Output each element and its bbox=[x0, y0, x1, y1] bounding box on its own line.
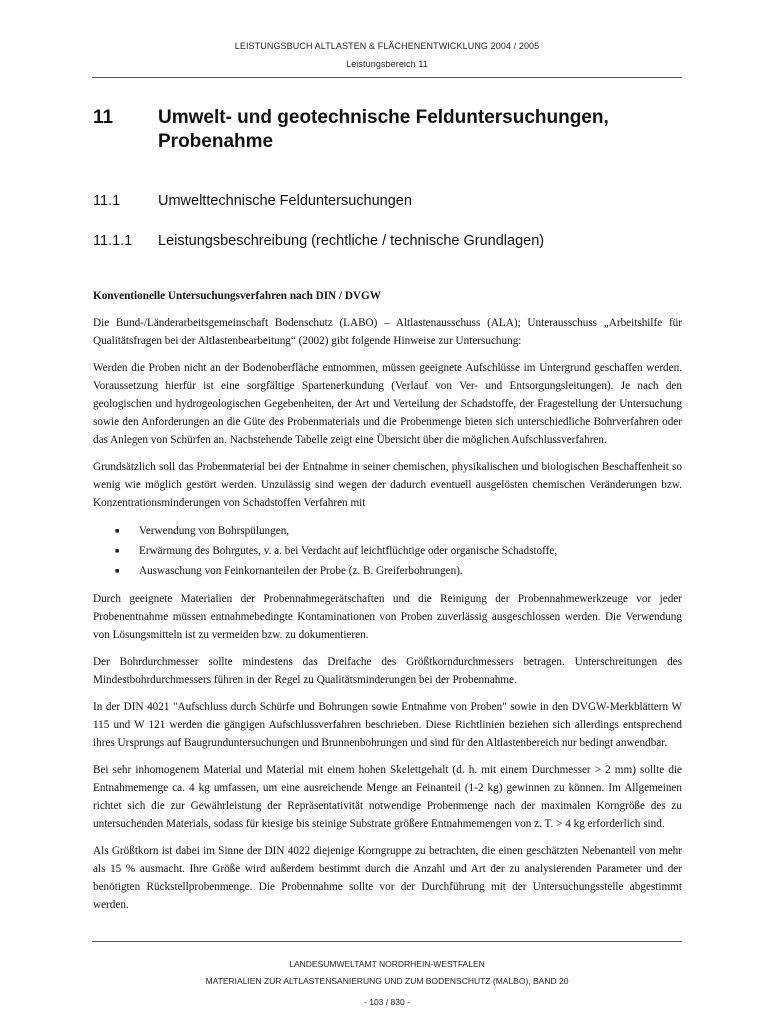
bullet-icon: ■ bbox=[115, 567, 120, 575]
footer-series: MATERIALIEN ZUR ALTLASTENSANIERUNG UND ZUM BODENSCHUTZ (MALBO), BAND 20 bbox=[205, 976, 569, 986]
list-item-text: Auswaschung von Feinkornanteilen der Probe (z. B. Greiferbohrungen). bbox=[139, 565, 463, 577]
list-item-text: Verwendung von Bohrspülungen, bbox=[139, 525, 290, 537]
footer-publisher: LANDESUMWELTAMT NORDRHEIN-WESTFALEN bbox=[289, 959, 485, 969]
list-item bbox=[93, 561, 682, 581]
list-item bbox=[93, 521, 682, 541]
body-text bbox=[93, 287, 682, 923]
subsection-number: 11.1.1 bbox=[93, 233, 133, 249]
paragraph-5: Der Bohrdurchmesser sollte mindestens das Dreifache des Größtkorndurchmessers betragen. Unterschreitungen des Mindestbohrdurchmessers führen in der Regel zu Qualitätsminderungen bei der Probennahme. bbox=[93, 656, 682, 686]
running-header-title: LEISTUNGSBUCH ALTLASTEN & FLÄCHENENTWICKLUNG 2004 / 2005 bbox=[234, 41, 540, 51]
chapter-title: Umwelt- und geotechnische Felduntersuchungen, Probenahme bbox=[158, 107, 609, 152]
section-title: Umwelttechnische Felduntersuchungen bbox=[158, 193, 412, 209]
running-header-section: Leistungsbereich 11 bbox=[346, 59, 428, 69]
bullet-icon: ■ bbox=[115, 547, 120, 555]
paragraph-8: Als Größtkorn ist dabei im Sinne der DIN 4022 diejenige Korngruppe zu betrachten, die einen geschätzten Nebenanteil von mehr als 15 % ausmacht. Ihre Größe wird außerdem bestimmt durch die Anzahl und Art der zu analysierenden Parameter und der benötigten Rückstellprobenmenge. Die Probennahme sollte vor der Durchführung mit der Untersuchungsstelle abgestimmt werden. bbox=[93, 845, 682, 911]
header-divider bbox=[92, 77, 682, 78]
bullet-icon: ■ bbox=[115, 527, 120, 535]
paragraph-4: Durch geeignete Materialien der Probennahmegerätschaften und die Reinigung der Probennahmewerkzeuge vor jeder Probenentnahme müssen entnahmebedingte Kontaminationen von Proben zuverlässig ausgeschlossen werden. Die Verwendung von Lösungsmitteln ist zu vermeiden bzw. zu dokumentieren. bbox=[93, 593, 682, 641]
paragraph-2: Werden die Proben nicht an der Bodenoberfläche entnommen, müssen geeignete Aufschlüsse im Untergrund geschaffen werden. Voraussetzung hierfür ist eine sorgfältige Spartenerkundung (Verlauf von Ver- und Entsorgungsleitungen). Je nach den geologischen und hydrogeologischen Gegebenheiten, der Art und Verteilung der Schadstoffe, der Fragestellung der Untersuchung sowie den Anforderungen an die Güte des Probenmaterials und die Probenmenge bieten sich unterschiedliche Bohrverfahren oder das Anlegen von Schürfen an. Nachstehende Tabelle zeigt eine Übersicht über die möglichen Aufschlussverfahren. bbox=[93, 362, 682, 446]
paragraph-7: Bei sehr inhomogenem Material und Material mit einem hohen Skelettgehalt (d. h. mit einem Durchmesser > 2 mm) sollte die Entnahmemenge ca. 4 kg umfassen, um eine ausreichende Menge an Feinanteil (1-2 kg) gewinnen zu können. Im Allgemeinen richtet sich die zur Gewährleistung der Repräsentativität notwendige Probenmenge nach der maximalen Korngröße des zu untersuchenden Materials, sodass für kiesige bis steinige Substrate größere Entnahmemengen von z. T. > 4 kg erforderlich sind. bbox=[93, 764, 682, 830]
paragraph-3: Grundsätzlich soll das Probenmaterial bei der Entnahme in seiner chemischen, physikalischen und biologischen Beschaffenheit so wenig wie möglich gestört werden. Unzulässig sind wegen der dadurch eventuell ausgelösten chemischen Veränderungen bzw. Konzentrationsminderungen von Schadstoffen Verfahren mit bbox=[93, 461, 682, 509]
paragraph-6: In der DIN 4021 "Aufschluss durch Schürfe und Bohrungen sowie Entnahme von Proben" sowie in den DVGW-Merkblättern W 115 und W 121 werden die gängigen Aufschlussverfahren beschrieben. Diese Richtlinien beziehen sich allerdings entsprechend ihres Ursprungs auf Baugrunduntersuchungen und Brunnenbohrungen und sind für den Altlastenbereich nur bedingt anwendbar. bbox=[93, 701, 682, 749]
paragraph-1: Die Bund-/Länderarbeitsgemeinschaft Bodenschutz (LABO) – Altlastenausschuss (ALA); Unterausschuss „Arbeitshilfe für Qualitätsfragen bei der Altlastenbearbeitung“ (2002) gibt folgende Hinweise zur Untersuchung: bbox=[93, 317, 682, 347]
list-item bbox=[93, 541, 682, 561]
list-item-text: Erwärmung des Bohrgutes, v. a. bei Verdacht auf leichtflüchtige oder organische Schadstoffe, bbox=[139, 545, 558, 557]
footer-divider bbox=[92, 941, 682, 942]
chapter-number: 11 bbox=[93, 107, 114, 128]
subsection-title: Leistungsbeschreibung (rechtliche / technische Grundlagen) bbox=[158, 233, 545, 249]
bullet-list bbox=[93, 521, 682, 581]
page-number: - 103 / 830 - bbox=[364, 997, 410, 1007]
content-heading: Konventionelle Untersuchungsverfahren nach DIN / DVGW bbox=[93, 290, 381, 302]
section-number: 11.1 bbox=[93, 193, 121, 209]
